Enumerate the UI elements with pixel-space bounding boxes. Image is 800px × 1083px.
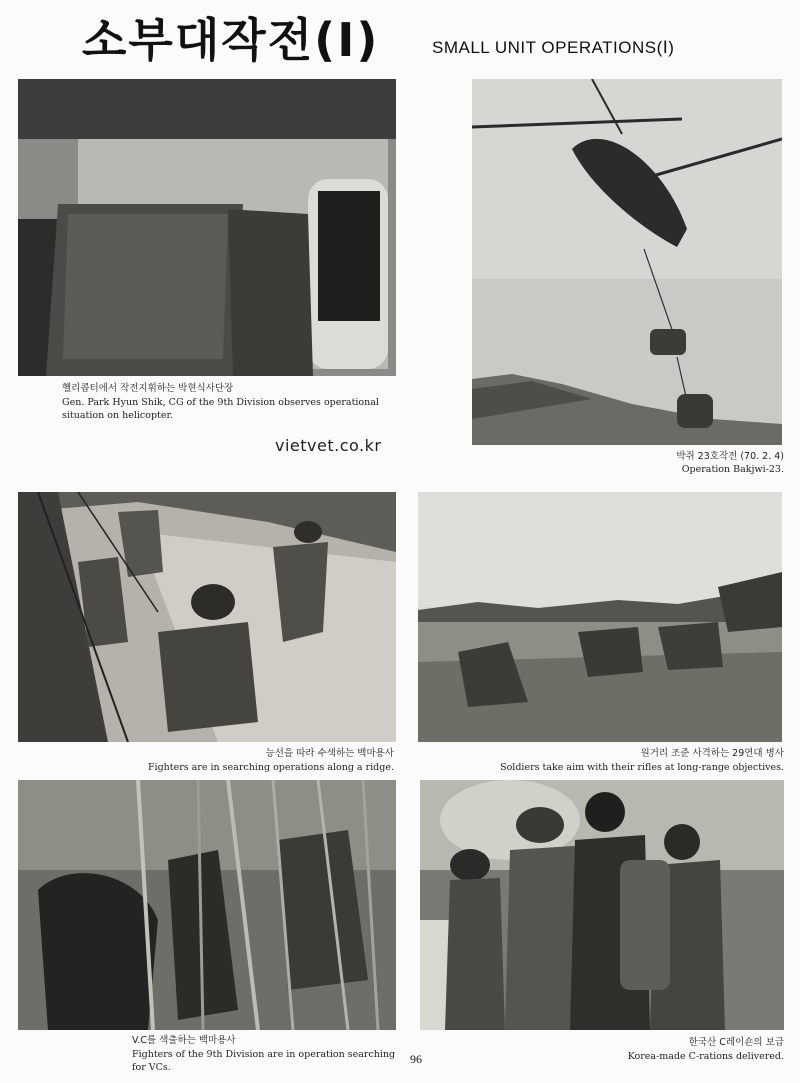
caption-ko-2: 박쥐 23호작전 (70. 2. 4) [676,451,784,462]
page-title-english: SMALL UNIT OPERATIONS(Ⅰ) [432,38,675,57]
watermark-text: vietvet.co.kr [275,436,382,455]
caption-en-5a: Fighters of the 9th Division are in operation searching [132,1049,396,1060]
caption-en-5b: for VCs. [132,1062,171,1073]
page-title-korean: 소부대작전(Ⅰ) [82,13,380,67]
caption-ko-6: 한국산 C레이숀의 보급 [688,1037,784,1048]
caption-ko-3: 능선을 따라 수색하는 백마용사 [265,748,394,759]
photo-c-rations [420,780,784,1030]
caption-en-1b: situation on helicopter. [62,410,173,421]
caption-ko-5: V.C를 색출하는 백마용사 [132,1035,236,1046]
caption-en-1a: Gen. Park Hyun Shik, CG of the 9th Division observes operational [62,397,379,408]
page-number: 96 [410,1052,422,1066]
photo-helicopter-interior [18,79,396,376]
photo-jungle-search [18,780,396,1030]
caption-ko-4: 원거리 조준 사격하는 29연대 병사 [640,748,784,759]
caption-ko-1: 헬리콥터에서 작전지휘하는 박현식사단장 [62,383,234,394]
caption-en-3: Fighters are in searching operations along a ridge. [147,762,394,773]
caption-en-6: Korea-made C-rations delivered. [627,1051,784,1062]
photo-chinook-sling-load [472,79,782,445]
caption-en-4: Soldiers take aim with their rifles at long-range objectives. [500,762,784,773]
photo-long-range-aim [418,492,782,742]
caption-en-2: Operation Bakjwi-23. [681,464,784,475]
photo-ridge-search [18,492,396,742]
